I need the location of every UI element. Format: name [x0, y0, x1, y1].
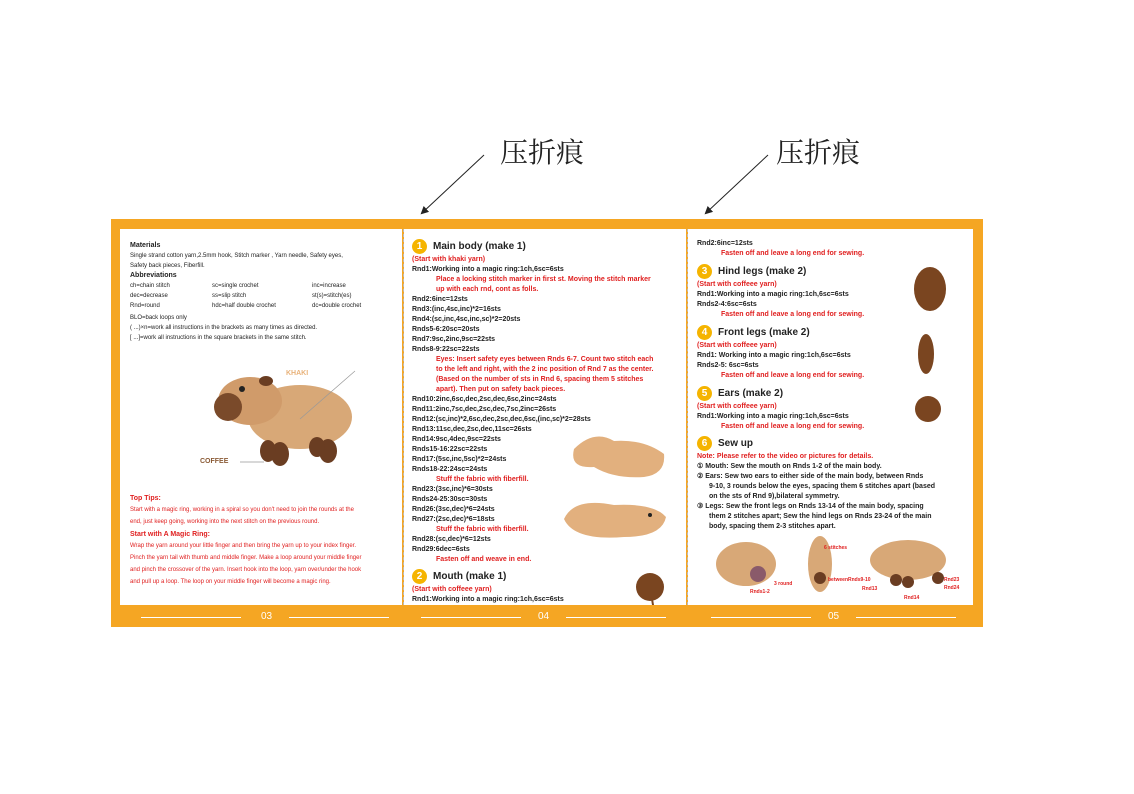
- ring-line: and pinch the crossover of the yarn. Insert hook into the loop, yarn over/under the hook: [130, 567, 362, 573]
- diagram-label: 3 round: [774, 581, 793, 587]
- abbr-item: inc=increase: [312, 283, 346, 289]
- pattern-line: Fasten off and leave a long end for sewing.: [721, 372, 865, 379]
- pattern-line: Rnd1:Working into a magic ring:1ch,6sc=6sts: [412, 596, 564, 603]
- abbr-item: st(s)=stitch(es): [312, 293, 352, 299]
- label-coffee: COFFEE: [200, 458, 229, 465]
- materials-line: Single strand cotton yarn,2.5mm hook, Stitch marker , Yarn needle, Safety eyes,: [130, 253, 343, 259]
- pattern-line: Rnds5-6:20sc=20sts: [412, 326, 480, 333]
- diagram-label: 6 stitches: [824, 545, 848, 551]
- pattern-line: Rnd13:11sc,dec,2sc,dec,11sc=26sts: [412, 426, 532, 433]
- pattern-line: Rnd2:6inc=12sts: [412, 296, 468, 303]
- pattern-line: Rnd26:(3sc,dec)*6=24sts: [412, 506, 495, 513]
- pattern-line: Stuff the fabric with fiberfill.: [436, 526, 529, 533]
- parts-photos: [908, 259, 958, 439]
- sew-step: on the sts of Rnd 9),bilateral symmetry.: [709, 493, 840, 500]
- tips-line: Start with a magic ring, working in a spiral so you don't need to join the rounds at the: [130, 507, 354, 513]
- pattern-line: (Start with coffeee yarn): [412, 586, 492, 593]
- pattern-line: Rnd1: Working into a magic ring:1ch,6sc=6sts: [697, 352, 851, 359]
- ring-line: and pull up a loop. The loop on your middle finger will become a magic ring.: [130, 579, 331, 585]
- ring-line: Wrap the yarn around your little finger and then bring the yarn up to your index finger.: [130, 543, 357, 549]
- pattern-line: (Based on the number of sts in Rnd 6, spacing them 5 stitches: [436, 376, 644, 383]
- pattern-line: Rnds2-5: 6sc=6sts: [697, 362, 759, 369]
- pattern-line: Rnd10:2inc,6sc,dec,2sc,dec,6sc,2inc=24sts: [412, 396, 557, 403]
- pattern-line: Stuff the fabric with fiberfill.: [436, 476, 529, 483]
- pattern-line: (Start with coffeee yarn): [697, 281, 777, 288]
- materials-title: Materials: [130, 242, 161, 249]
- page-footer: [111, 611, 983, 625]
- pattern-line: Rnds8-9:22sc=22sts: [412, 346, 480, 353]
- section-number-badge: 5: [697, 386, 712, 401]
- pattern-line: Rnds2-4:6sc=6sts: [697, 301, 757, 308]
- pattern-line: Fasten off and weave in end.: [436, 556, 532, 563]
- pattern-line: to the left and right, with the 2 inc position of Rnd 7 as the center.: [436, 366, 654, 373]
- sew-step: ③ Legs: Sew the front legs on Rnds 13-14 of the main body, spacing: [697, 503, 924, 510]
- pattern-line: Rnd12:(sc,inc)*2,6sc,dec,2sc,dec,6sc,(inc,sc)*2=28sts: [412, 416, 591, 423]
- page-05: [688, 229, 973, 605]
- pattern-line: Place a locking stitch marker in first st. Moving the stitch marker: [436, 276, 651, 283]
- tips-line: end, just keep going, working into the next stitch on the previous round.: [130, 519, 320, 525]
- ring-title: Start with A Magic Ring:: [130, 531, 210, 538]
- pattern-line: (Start with khaki yarn): [412, 256, 486, 263]
- abbr-table: [130, 281, 398, 311]
- section-number-badge: 3: [697, 264, 712, 279]
- pattern-line: Rnd4:(sc,inc,4sc,inc,sc)*2=20sts: [412, 316, 521, 323]
- blo-note: BLO=back loops only: [130, 315, 187, 321]
- pattern-line: Fasten off and leave a long end for sewing.: [721, 423, 865, 430]
- pattern-line: Rnds18-22:24sc=24sts: [412, 466, 488, 473]
- section-title: Hind legs (make 2): [718, 266, 807, 277]
- diagram-label: Rnd13: [862, 586, 878, 592]
- abbr-item: Rnd=round: [130, 303, 160, 309]
- pattern-line: Rnd27:(2sc,dec)*6=18sts: [412, 516, 495, 523]
- diagram-label: Rnd24: [944, 585, 960, 591]
- page-number: 04: [538, 611, 550, 622]
- section-number-badge: 2: [412, 569, 427, 584]
- diagram-label: betweenRnds9-10: [828, 577, 871, 583]
- pattern-line: Rnd1:Working into a magic ring:1ch,6sc=6sts: [697, 291, 849, 298]
- section-title: Sew up: [718, 438, 754, 449]
- label-khaki: KHAKI: [286, 370, 309, 377]
- crease-mark-label-right: 压折痕: [776, 136, 861, 169]
- pattern-line: Rnd14:9sc,4dec,9sc=22sts: [412, 436, 501, 443]
- pattern-line: Rnd29:6dec=6sts: [412, 546, 470, 553]
- abbr-item: hdc=half double crochet: [212, 303, 276, 309]
- abbr-title: Abbreviations: [130, 272, 177, 279]
- page-number: 03: [261, 611, 273, 622]
- pattern-line: (Start with coffeee yarn): [697, 342, 777, 349]
- crease-mark-label-left: 压折痕: [500, 136, 585, 169]
- bracket-note: [ ...]=work all instructions in the square brackets in the same stitch.: [130, 335, 307, 341]
- crease-arrow-right: [706, 155, 768, 213]
- pattern-line: up with each rnd, cont as folls.: [436, 286, 539, 293]
- section-title: Front legs (make 2): [718, 327, 810, 338]
- pattern-line: Rnd1:Working into a magic ring:1ch,6sc=6sts: [697, 413, 849, 420]
- pattern-line: Rnd3:(inc,4sc,inc)*2=16sts: [412, 306, 501, 313]
- sew-note: Note: Please refer to the video or pictures for details.: [697, 453, 874, 460]
- tips-title: Top Tips:: [130, 495, 161, 502]
- abbr-item: ch=chain stitch: [130, 283, 170, 289]
- pattern-line: Rnd1:Working into a magic ring:1ch,6sc=6sts: [412, 266, 564, 273]
- materials-line: Safety back pieces, Fiberfill.: [130, 263, 205, 269]
- sew-step: ① Mouth: Sew the mouth on Rnds 1-2 of the main body.: [697, 463, 882, 470]
- crease-arrow-left: [422, 155, 484, 213]
- diagram-label: Rnd14: [904, 595, 920, 601]
- pattern-line: Rnd7:9sc,2inc,9sc=22sts: [412, 336, 496, 343]
- abbr-item: ss=slip stitch: [212, 293, 247, 299]
- bracket-note: ( ...)×n=work all instructions in the brackets as many times as directed.: [130, 325, 318, 331]
- section-number-badge: 4: [697, 325, 712, 340]
- pattern-line: Fasten off and leave a long end for sewing.: [721, 250, 865, 257]
- abbr-item: dec=decrease: [130, 293, 168, 299]
- sew-step: ② Ears: Sew two ears to either side of the main body, between Rnds: [697, 473, 924, 480]
- pattern-line: Rnd28:(sc,dec)*6=12sts: [412, 536, 491, 543]
- page-03: [120, 229, 402, 605]
- abbr-item: dc=double crochet: [312, 303, 362, 309]
- abbr-item: sc=single crochet: [212, 283, 259, 289]
- section-heading: [412, 239, 684, 254]
- sew-step: 9-10, 3 rounds below the eyes, spacing them 6 stitches apart (based: [709, 483, 936, 490]
- booklet-spread: [111, 219, 983, 627]
- diagram-label: Rnds1-2: [750, 589, 770, 595]
- ring-line: Pinch the yarn tail with thumb and middle finger. Make a loop around your middle finger: [130, 555, 362, 561]
- section-number-badge: 1: [412, 239, 427, 254]
- section-title: Main body (make 1): [433, 241, 526, 252]
- page-number: 05: [828, 611, 840, 622]
- pattern-line: Rnd2:6inc=12sts: [697, 240, 753, 247]
- pattern-line: apart). Then put on safety back pieces.: [436, 386, 566, 393]
- section-number-badge: 6: [697, 436, 712, 451]
- pattern-line: (Start with coffeee yarn): [697, 403, 777, 410]
- pattern-line: Rnd11:2inc,7sc,dec,2sc,dec,7sc,2inc=26sts: [412, 406, 557, 413]
- pattern-line: Fasten off and leave a long end for sewing.: [721, 311, 865, 318]
- section-title: Ears (make 2): [718, 388, 784, 399]
- pattern-line: Eyes: Insert safety eyes between Rnds 6-7. Count two stitch each: [436, 356, 654, 363]
- section-title: Mouth (make 1): [433, 571, 507, 582]
- diagram-label: Rnd23: [944, 577, 960, 583]
- sew-step: them 2 stitches apart; Sew the hind legs on Rnds 23-24 of the main: [709, 513, 932, 520]
- pattern-line: Rnd23:(3sc,inc)*6=30sts: [412, 486, 493, 493]
- body-pieces-photo: [554, 429, 684, 605]
- page-04: [404, 229, 686, 605]
- sew-step: body, spacing them 2-3 stitches apart.: [709, 523, 836, 530]
- pattern-line: Rnds15-16:22sc=22sts: [412, 446, 488, 453]
- pattern-line: Rnds24-25:30sc=30sts: [412, 496, 488, 503]
- pattern-line: Rnd17:(5sc,inc,5sc)*2=24sts: [412, 456, 507, 463]
